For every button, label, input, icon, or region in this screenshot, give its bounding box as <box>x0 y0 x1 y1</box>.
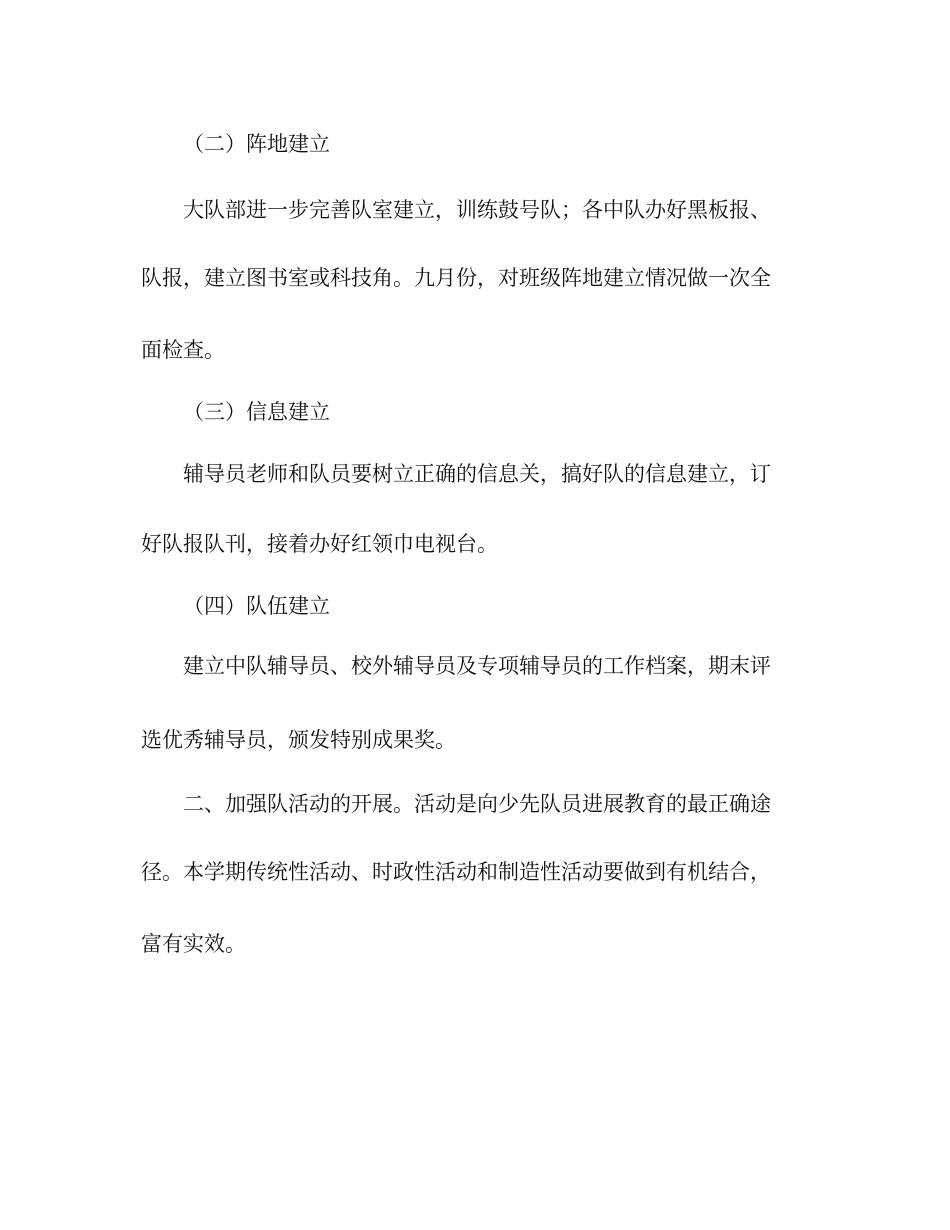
paragraph-line: 富有实效。 <box>141 932 246 956</box>
paragraph-line: 好队报队刊，接着办好红领巾电视台。 <box>141 532 498 556</box>
paragraph-line: 选优秀辅导员，颁发特别成果奖。 <box>141 728 456 752</box>
paragraph-line: 建立中队辅导员、校外辅导员及专项辅导员的工作档案，期末评 <box>183 654 771 678</box>
paragraph-line: 辅导员老师和队员要树立正确的信息关，搞好队的信息建立，订 <box>183 462 771 486</box>
section-heading-4: （四）队伍建立 <box>183 594 330 618</box>
section-heading-2: （二）阵地建立 <box>183 132 330 156</box>
paragraph-line: 面检查。 <box>141 338 225 362</box>
paragraph-line: 径。本学期传统性活动、时政性活动和制造性活动要做到有机结合， <box>141 860 771 884</box>
paragraph-line: 二、加强队活动的开展。活动是向少先队员进展教育的最正确途 <box>183 792 771 816</box>
paragraph-line: 大队部进一步完善队室建立，训练鼓号队；各中队办好黑板报、 <box>183 198 771 222</box>
section-heading-3: （三）信息建立 <box>183 400 330 424</box>
paragraph-line: 队报，建立图书室或科技角。九月份，对班级阵地建立情况做一次全 <box>141 266 771 290</box>
